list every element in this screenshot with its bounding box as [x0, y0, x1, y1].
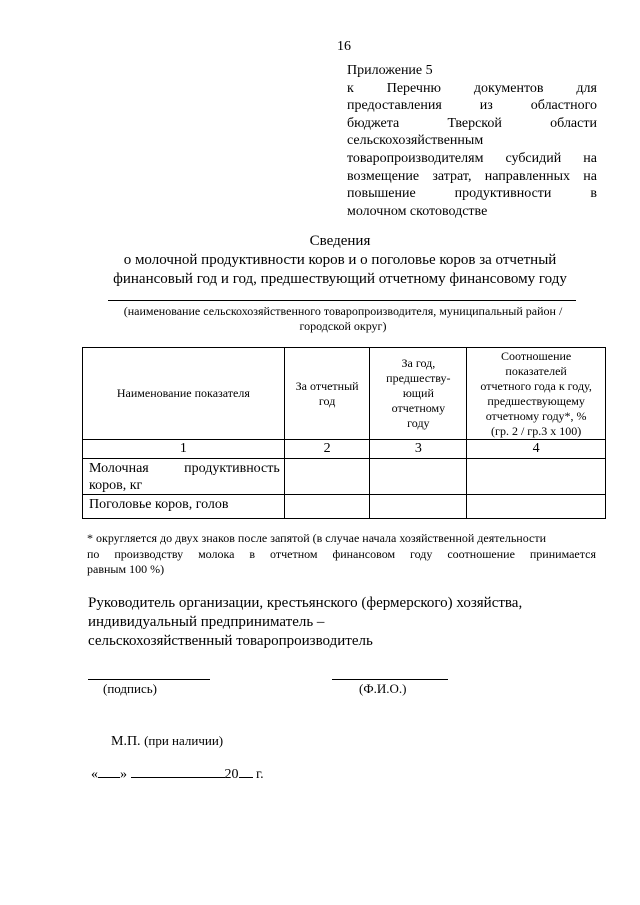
header-text: За год, [401, 356, 436, 370]
full-name-line[interactable] [332, 679, 448, 680]
header-text: году [407, 416, 430, 430]
row-label-word: Молочная [89, 461, 149, 476]
stamp-label: М.П. [111, 734, 141, 749]
footnote-word: по [87, 546, 100, 561]
stamp-note: (при наличии) [144, 733, 224, 748]
head-of-organization [88, 594, 608, 651]
footnote-word: принимается [529, 546, 596, 561]
appendix-word: субсидий [505, 150, 562, 166]
header-indicator-name [83, 348, 285, 440]
appendix-word: на [583, 168, 597, 184]
footnote-word: молока [198, 546, 235, 561]
column-number: 4 [467, 440, 606, 459]
appendix-word: из [479, 98, 493, 114]
row-label-line: коров, кг [89, 478, 143, 493]
column-number: 2 [284, 440, 370, 459]
appendix-line-2 [347, 97, 597, 115]
footnote-line-3: равным 100 %) [87, 562, 165, 576]
appendix-header [347, 62, 597, 220]
organization-name-line[interactable] [108, 300, 576, 301]
appendix-line-1 [347, 80, 597, 98]
appendix-word: к [347, 80, 354, 96]
date-line [91, 765, 264, 783]
header-previous-year [370, 348, 467, 440]
appendix-line-3 [347, 115, 597, 133]
header-text: отчетному [391, 401, 446, 415]
appendix-word: на [583, 150, 597, 166]
title-line-1: о молочной продуктивности коров и о поголовье коров за отчетный [123, 252, 557, 268]
header-text: отчетному году*, % [485, 408, 587, 423]
document-title [80, 232, 600, 289]
column-number: 1 [83, 440, 285, 459]
title-heading: Сведения [309, 233, 371, 249]
indicators-table [82, 347, 606, 519]
title-line-2: финансовый год и год, предшествующий отчетному финансовому году [113, 271, 567, 287]
appendix-word: повышение [347, 186, 416, 202]
footnote [87, 531, 596, 578]
organization-caption [96, 304, 590, 334]
appendix-line-7 [347, 185, 597, 203]
day-field[interactable] [98, 765, 120, 778]
table-row [83, 495, 606, 519]
footnote-word: соотношение [447, 546, 515, 561]
head-line-3: сельскохозяйственный товаропроизводитель [88, 633, 373, 649]
header-text: предшеству- [386, 371, 451, 385]
header-text: год [318, 393, 336, 408]
table-cell[interactable] [467, 495, 606, 519]
row-label-milk-yield [83, 459, 285, 495]
table-cell[interactable] [370, 459, 467, 495]
header-text: отчетного года к году, [480, 378, 592, 393]
table-cell[interactable] [370, 495, 467, 519]
appendix-title: Приложение 5 [347, 63, 433, 78]
header-text: Соотношение [501, 348, 572, 363]
footnote-word: в [249, 546, 256, 561]
appendix-word: товаропроизводителям [347, 150, 484, 166]
appendix-word: Перечню [386, 80, 441, 96]
appendix-word: возмещение [347, 168, 420, 184]
date-year-suffix: г. [256, 767, 264, 782]
table-column-numbers-row [83, 440, 606, 459]
full-name-caption: (Ф.И.О.) [359, 681, 407, 696]
date-open-quote: « [91, 767, 98, 782]
footnote-line-1: * округляется до двух знаков после запятой (в случае начала хозяйственной деятельности [87, 531, 547, 545]
row-label-cow-count: Поголовье коров, голов [83, 495, 285, 519]
appendix-word: для [576, 80, 597, 96]
page-number: 16 [337, 39, 351, 54]
header-text: Наименование показателя [116, 386, 250, 400]
row-label-word: продуктивность [184, 461, 280, 476]
column-number: 3 [370, 440, 467, 459]
footnote-word: финансовом [332, 546, 396, 561]
head-line-2: индивидуальный предприниматель – [88, 614, 325, 630]
date-century: 20 [224, 767, 239, 782]
appendix-line-8: молочном скотоводстве [347, 203, 488, 219]
header-text: ющий [402, 386, 434, 400]
appendix-word: областного [530, 98, 597, 114]
appendix-word: области [550, 115, 597, 131]
appendix-word: документов [473, 80, 544, 96]
header-text: предшествующему [487, 393, 585, 408]
footnote-word: году [410, 546, 433, 561]
appendix-word: предоставления [347, 98, 442, 114]
month-field[interactable] [131, 765, 225, 778]
appendix-word: Тверской [447, 115, 502, 131]
appendix-word: продуктивности [454, 186, 552, 202]
row-label-line [89, 460, 280, 477]
appendix-word: затрат, [432, 168, 472, 184]
date-close-quote: » [120, 767, 127, 782]
year-field[interactable] [239, 765, 253, 778]
table-cell[interactable] [284, 495, 370, 519]
organization-caption-line-1: (наименование сельскохозяйственного товаропроизводителя, муниципальный район / [123, 304, 563, 318]
table-cell[interactable] [467, 459, 606, 495]
footnote-word: отчетном [270, 546, 318, 561]
head-line-1: Руководитель организации, крестьянского (фермерского) хозяйства, [88, 595, 523, 611]
stamp-placeholder [111, 733, 223, 750]
header-text: (гр. 2 / гр.3 х 100) [491, 423, 582, 438]
header-reporting-year [284, 348, 370, 440]
appendix-line-4: сельскохозяйственным [347, 133, 484, 149]
header-ratio [467, 348, 606, 440]
table-header-row [83, 348, 606, 440]
organization-caption-line-2: городской округ) [299, 319, 387, 333]
appendix-word: бюджета [347, 115, 400, 131]
header-text: показателей [505, 363, 567, 378]
table-cell[interactable] [284, 459, 370, 495]
footnote-line-2 [87, 547, 596, 563]
appendix-word: направленных [484, 168, 570, 184]
footnote-word: производству [114, 546, 184, 561]
appendix-line-5 [347, 150, 597, 168]
signature-line[interactable] [88, 679, 210, 680]
appendix-word: в [590, 186, 597, 202]
signature-caption: (подпись) [103, 681, 157, 696]
table-row [83, 459, 606, 495]
appendix-line-6 [347, 168, 597, 186]
header-text: За отчетный [295, 378, 359, 393]
